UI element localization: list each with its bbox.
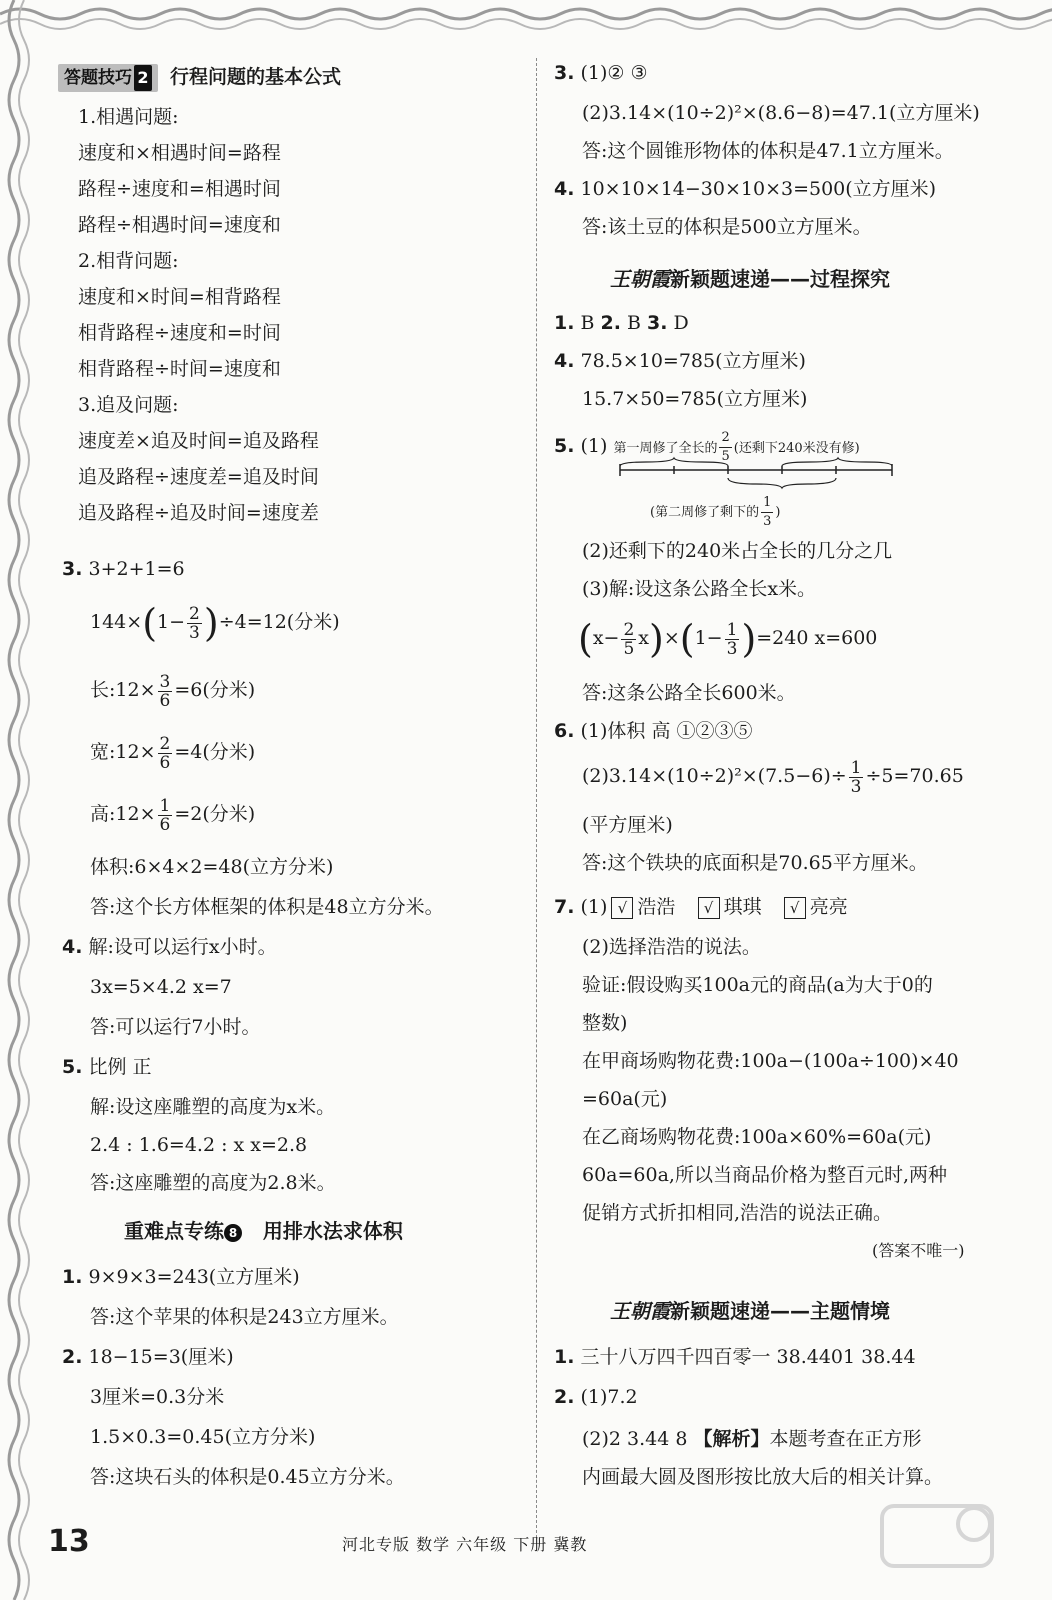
process-answer-7-store-a-result: =60a(元) — [582, 1088, 668, 1110]
answer-4-equation: 3x=5×4.2 x=7 — [90, 976, 232, 998]
formula-line: 路程÷速度和=相遇时间 — [78, 178, 281, 200]
theme-answer-2-part2: (2)2 3.44 8 【解析】本题考查在正方形 — [582, 1428, 922, 1450]
section-heading-process: 王朝霞新颖题速递——过程探究 — [610, 267, 890, 291]
process-answer-7: 7. (1) √ 浩浩 √ 琪琪 √ 亮亮 — [554, 896, 848, 918]
answer-3-conclusion: 答:这个长方体框架的体积是48立方分米。 — [90, 896, 444, 918]
process-answer-5-equation: (x− $\frac{2}{5}$ x)×(1− $\frac{1}{3}$ )=240 x=600 — [578, 617, 878, 661]
drainage-answer-2: 2. 18−15=3(厘米) — [62, 1346, 234, 1368]
formula-line: 2.相背问题: — [78, 250, 179, 272]
formula-line: 速度和×相遇时间=路程 — [78, 142, 281, 164]
drainage-answer-4-conclusion: 答:该土豆的体积是500立方厘米。 — [582, 216, 872, 238]
formula-line: 相背路程÷速度和=时间 — [78, 322, 281, 344]
tip-title: 行程问题的基本公式 — [170, 66, 342, 88]
formula-line: 路程÷相遇时间=速度和 — [78, 214, 281, 236]
answer-5: 5. 比例 正 — [62, 1056, 152, 1078]
drainage-answer-3-calc: (2)3.14×(10÷2)²×(8.6−8)=47.1(立方厘米) — [582, 102, 980, 124]
process-answer-5-part3: (3)解:设这条公路全长x米。 — [582, 578, 817, 600]
section-heading-theme: 王朝霞新颖题速递——主题情境 — [610, 1299, 890, 1323]
answer-3-volume: 体积:6×4×2=48(立方分米) — [90, 856, 334, 878]
tip-badge: 答题技巧 2 — [58, 64, 158, 92]
formula-line: 追及路程÷追及时间=速度差 — [78, 502, 319, 524]
watermark-icon — [862, 1486, 1012, 1586]
drainage-answer-3-conclusion: 答:这个圆锥形物体的体积是47.1立方厘米。 — [582, 140, 954, 162]
process-answer-5: 5. (1) 第一周修了全长的 $\frac{2}{5}$ (还剩下240米没有修) — [554, 429, 860, 464]
process-answer-6-conclusion: 答:这个铁块的底面积是70.65平方厘米。 — [582, 852, 928, 874]
answer-3-height: 高:12× $\frac{1}{6}$ =2(分米) — [90, 795, 256, 835]
theme-answer-2: 2. (1)7.2 — [554, 1386, 638, 1408]
theme-answer-1: 1. 三十八万四千四百零一 38.4401 38.44 — [554, 1346, 916, 1368]
check-icon: √ — [611, 897, 633, 919]
process-answer-5-conclusion: 答:这条公路全长600米。 — [582, 682, 796, 704]
formula-line: 速度差×追及时间=追及路程 — [78, 430, 319, 452]
drainage-answer-1: 1. 9×9×3=243(立方厘米) — [62, 1266, 300, 1288]
theme-answer-2-part3: 内画最大圆及图形按比放大后的相关计算。 — [582, 1466, 944, 1488]
drainage-answer-3: 3. (1)② ③ — [554, 62, 648, 84]
answer-3: 3. 3+2+1=6 — [62, 558, 185, 580]
drainage-answer-1-conclusion: 答:这个苹果的体积是243立方厘米。 — [90, 1306, 399, 1328]
drainage-answer-2-volume: 1.5×0.3=0.45(立方分米) — [90, 1426, 316, 1448]
answer-5-equation: 2.4 : 1.6=4.2 : x x=2.8 — [90, 1134, 308, 1156]
process-answer-7-verify: 验证:假设购买100a元的商品(a为大于0的 — [582, 974, 933, 996]
brand-logo: 王朝霞 — [610, 267, 670, 291]
process-answer-7-conclusion: 促销方式折扣相同,浩浩的说法正确。 — [582, 1202, 893, 1224]
answer-4-conclusion: 答:可以运行7小时。 — [90, 1016, 261, 1038]
check-icon: √ — [784, 897, 806, 919]
drainage-answer-2-conclusion: 答:这块石头的体积是0.45立方分米。 — [90, 1466, 405, 1488]
formula-line: 1.相遇问题: — [78, 106, 179, 128]
process-answer-6: 6. (1)体积 高 ①②③⑤ — [554, 720, 753, 742]
formula-line: 3.追及问题: — [78, 394, 179, 416]
answer-3-length: 长:12× $\frac{3}{6}$ =6(分米) — [90, 671, 256, 711]
decorative-wave-border-left — [0, 0, 34, 1600]
drainage-answer-4: 4. 10×10×14−30×10×3=500(立方厘米) — [554, 178, 937, 200]
answer-5-setup: 解:设这座雕塑的高度为x米。 — [90, 1096, 336, 1118]
process-answer-6-calc: (2)3.14×(10÷2)²×(7.5−6)÷ $\frac{1}{3}$ ÷5=70.65 — [582, 757, 964, 797]
decorative-wave-border-top — [0, 0, 1052, 34]
formula-line: 追及路程÷速度差=追及时间 — [78, 466, 319, 488]
check-icon: √ — [698, 897, 720, 919]
answer-3-width: 宽:12× $\frac{2}{6}$ =4(分米) — [90, 733, 256, 773]
tip-heading — [58, 64, 341, 92]
road-diagram-caption: (第二周修了剩下的 $\frac{1}{3}$ ) — [650, 495, 781, 529]
process-answer-4: 4. 78.5×10=785(立方厘米) — [554, 350, 806, 372]
formula-line: 相背路程÷时间=速度和 — [78, 358, 281, 380]
process-answer-5-part2: (2)还剩下的240米占全长的几分之几 — [582, 540, 893, 562]
process-answer-7-store-b: 在乙商场购物花费:100a×60%=60a(元) — [582, 1126, 932, 1148]
process-answer-7-store-a: 在甲商场购物花费:100a−(100a÷100)×40 — [582, 1050, 959, 1072]
answer-3-step: 144×(1− $\frac{2}{3}$ )÷4=12(分米) — [90, 601, 340, 645]
footer-edition: 河北专版 数学 六年级 下册 冀教 — [342, 1535, 588, 1554]
formula-line: 速度和×时间=相背路程 — [78, 286, 281, 308]
process-answer-7-verify-cont: 整数) — [582, 1012, 628, 1034]
process-answer-1-3: 1. B 2. B 3. D — [554, 312, 689, 334]
road-segment-diagram — [616, 456, 896, 492]
process-answer-7-compare: 60a=60a,所以当商品价格为整百元时,两种 — [582, 1164, 948, 1186]
process-answer-7-note: (答案不唯一) — [872, 1241, 965, 1260]
column-divider — [536, 58, 537, 1538]
brand-logo: 王朝霞 — [610, 1299, 670, 1323]
process-answer-7-choice: (2)选择浩浩的说法。 — [582, 936, 761, 958]
answer-5-conclusion: 答:这座雕塑的高度为2.8米。 — [90, 1172, 336, 1194]
process-answer-6-unit: (平方厘米) — [582, 814, 673, 836]
drainage-answer-2-conversion: 3厘米=0.3分米 — [90, 1386, 225, 1408]
answer-4: 4. 解:设可以运行x小时。 — [62, 936, 277, 958]
section-heading-drainage: 重难点专练 8 用排水法求体积 — [124, 1219, 403, 1243]
process-answer-4-line2: 15.7×50=785(立方厘米) — [582, 388, 808, 410]
page-number: 13 — [48, 1524, 90, 1559]
